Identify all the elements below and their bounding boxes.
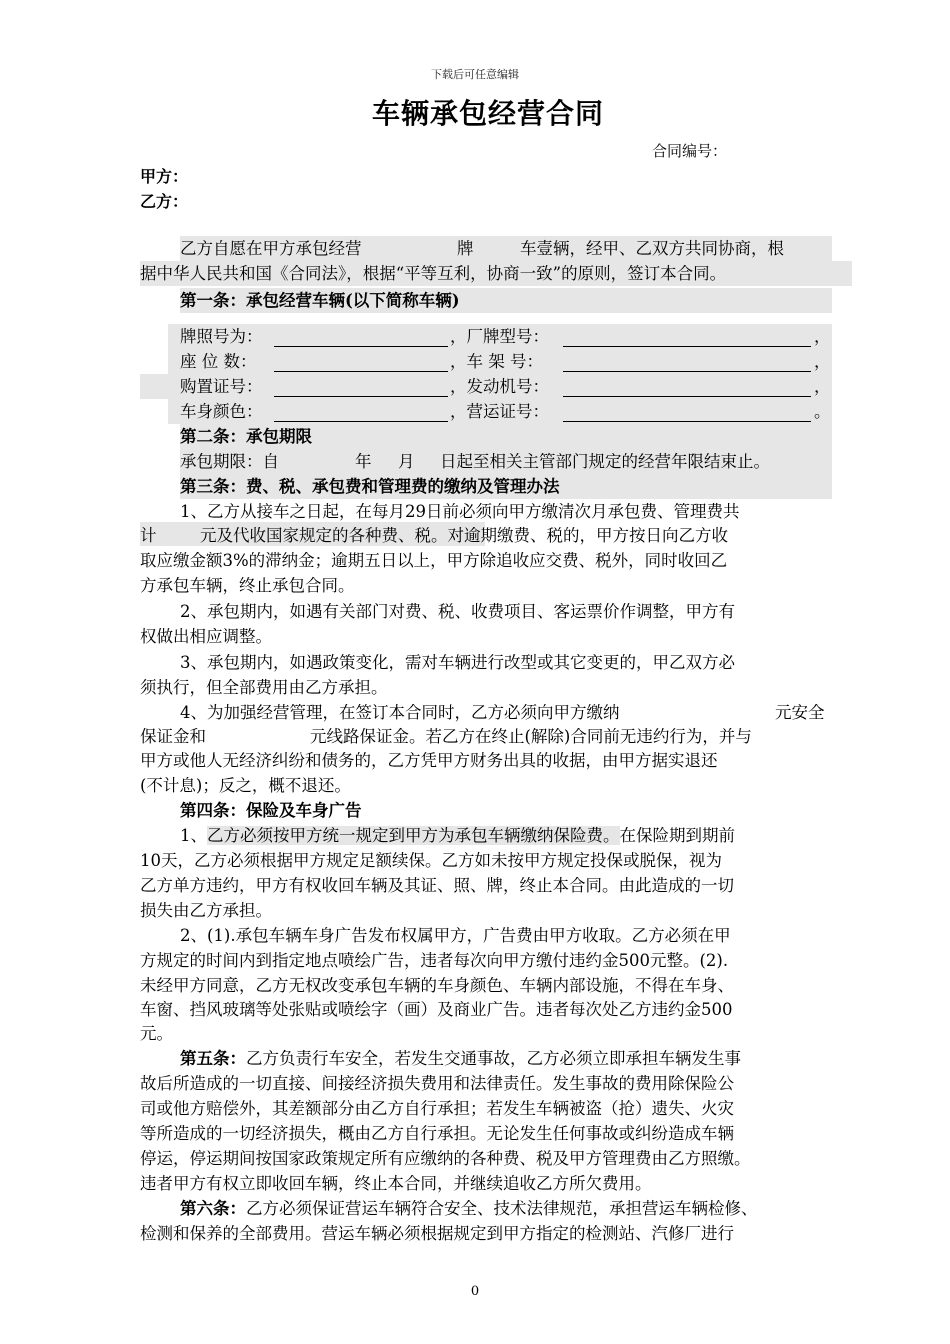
art3-p2-line-1: 2、承包期内，如遇有关部门对费、税、收费项目、客运票价作调整，甲方有 <box>180 602 735 621</box>
art5-line-6: 违者甲方有权立即收回车辆，终止本合同，并继续追收乙方所欠费用。 <box>140 1174 652 1193</box>
art3-p1-line-4: 方承包车辆，终止承包合同。 <box>140 576 355 595</box>
plate-number-label: 牌照号为： <box>180 327 263 346</box>
row-3-end: ， <box>814 377 831 396</box>
article-4-title: 第四条：保险及车身广告 <box>180 801 362 820</box>
art4-p2-line-1: 2、(1).承包车辆车身广告发布权属甲方，广告费由甲方收取。乙方必须在甲 <box>180 926 731 945</box>
art3-p4-line-3: 甲方或他人无经济纠纷和债务的，乙方凭甲方财务出具的收据，由甲方据实退还 <box>140 751 718 770</box>
row-1-end: ， <box>814 327 831 346</box>
engine-number-blank <box>563 396 811 397</box>
art4-p2-line-3: 未经甲方同意，乙方无权改变承包车辆的车身颜色、车辆内部设施，不得在车身、 <box>140 976 734 995</box>
art3-p4-line-4: (不计息)；反之，概不退还。 <box>140 776 351 795</box>
seat-count-blank <box>274 371 448 372</box>
art4-p2-line-5: 元。 <box>140 1024 173 1043</box>
art4-p1-line-2: 10天，乙方必须根据甲方规定足额续保。乙方如未按甲方规定投保或脱保，视为 <box>140 851 722 870</box>
document-title: 车辆承包经营合同 <box>371 97 604 130</box>
operating-permit-blank <box>563 421 811 422</box>
art6-line-1: 第六条：乙方必须保证营运车辆符合安全、技术法律规范，承担营运车辆检修、 <box>180 1199 758 1218</box>
article-6-title: 第六条： <box>180 1199 246 1218</box>
header-note: 下载后可任意编辑 <box>431 68 519 81</box>
art5-line-1: 第五条：乙方负责行车安全，若发生交通事故，乙方必须立即承担车辆发生事 <box>180 1049 741 1068</box>
engine-number-label: ，发动机号： <box>450 377 549 396</box>
contract-number-label: 合同编号： <box>652 142 728 160</box>
art4-p1-line-1: 1、乙方必须按甲方统一规定到甲方为承包车辆缴纳保险费。在保险期到期前 <box>180 826 735 845</box>
body-color-blank <box>274 421 448 422</box>
art3-p3-line-1: 3、承包期内，如遇政策变化，需对车辆进行改型或其它变更的，甲乙双方必 <box>180 653 735 672</box>
intro-line-1-tail: 车壹辆，经甲、乙双方共同协商，根 <box>520 239 784 258</box>
term-label: 承包期限：自 <box>180 452 279 471</box>
art3-p1-line-2b: 元及代收国家规定的各种费、税。对逾期缴费、税的，甲方按日向乙方收 <box>200 526 728 545</box>
art5-line-2: 故后所造成的一切直接、间接经济损失费用和法律责任。发生事故的费用除保险公 <box>140 1074 734 1093</box>
intro-line-2: 据中华人民共和国《合同法》，根据“平等互利，协商一致”的原则，签订本合同。 <box>140 261 852 286</box>
art3-p2-line-2: 权做出相应调整。 <box>140 627 272 646</box>
brand-model-blank <box>563 346 811 347</box>
article-1-title: 第一条：承包经营车辆(以下简称车辆) <box>180 288 832 313</box>
art4-p2-line-2: 方规定的时间内到指定地点喷绘广告，违者每次向甲方缴付违约金500元整。(2). <box>140 951 729 970</box>
art3-p1-line-2a: 计 <box>140 526 157 545</box>
art5-line-4: 等所造成的一切经济损失，概由乙方自行承担。无论发生任何事故或纠纷造成车辆 <box>140 1124 734 1143</box>
frame-number-label: ，车 架 号： <box>450 352 543 371</box>
art3-p1-line-1: 1、乙方从接车之日起，在每月29日前必须向甲方缴清次月承包费、管理费共 <box>180 502 740 521</box>
page-number: 0 <box>470 1284 480 1299</box>
art6-line-2: 检测和保养的全部费用。营运车辆必须根据规定到甲方指定的检测站、汽修厂进行 <box>140 1224 734 1243</box>
intro-line-1: 乙方自愿在甲方承包经营 <box>180 236 832 261</box>
article-2-title: 第二条：承包期限 <box>180 424 832 449</box>
art3-p3-line-2: 须执行，但全部费用由乙方承担。 <box>140 678 388 697</box>
frame-number-blank <box>563 371 811 372</box>
art4-insurance-highlight: 乙方必须按甲方统一规定到甲方为承包车辆缴纳保险费。 <box>207 826 620 845</box>
row-4-end: 。 <box>814 402 831 421</box>
operating-permit-label: ，营运证号： <box>450 402 549 421</box>
intro-plate-label: 牌 <box>457 239 474 258</box>
plate-number-blank <box>274 346 448 347</box>
brand-model-label: ，厂牌型号： <box>450 327 549 346</box>
row-2-end: ， <box>814 352 831 371</box>
art3-p1-line-3: 取应缴金额3%的滞纳金；逾期五日以上，甲方除追收应交费、税外，同时收回乙 <box>140 551 728 570</box>
party-b-label: 乙方： <box>140 192 189 211</box>
term-day-tail: 日起至相关主管部门规定的经营年限结束止。 <box>440 452 770 471</box>
term-year: 年 <box>355 452 372 471</box>
art3-p4-line-1a: 4、为加强经营管理，在签订本合同时，乙方必须向甲方缴纳 <box>180 703 620 722</box>
party-a-label: 甲方： <box>140 167 189 186</box>
art5-line-5: 停运，停运期间按国家政策规定所有应缴纳的各种费、税及甲方管理费由乙方照缴。 <box>140 1149 751 1168</box>
art4-p2-line-4: 车窗、挡风玻璃等处张贴或喷绘字（画）及商业广告。违者每次处乙方违约金500 <box>140 1000 733 1019</box>
art5-line-3: 司或他方赔偿外，其差额部分由乙方自行承担；若发生车辆被盗（抢）遗失、火灾 <box>140 1099 734 1118</box>
body-color-label: 车身颜色： <box>180 402 263 421</box>
art3-p4-line-2a: 保证金和 <box>140 727 206 746</box>
purchase-cert-blank <box>274 396 448 397</box>
art4-p1-line-3: 乙方单方违约，甲方有权收回车辆及其证、照、牌，终止本合同。由此造成的一切 <box>140 876 734 895</box>
term-month: 月 <box>398 452 415 471</box>
art3-p4-line-2b: 元线路保证金。若乙方在终止(解除)合同前无违约行为，并与 <box>310 727 752 746</box>
article-3-title: 第三条：费、税、承包费和管理费的缴纳及管理办法 <box>180 474 832 499</box>
article-5-title: 第五条： <box>180 1049 246 1068</box>
art4-p1-line-4: 损失由乙方承担。 <box>140 901 272 920</box>
seat-count-label: 座 位 数： <box>180 352 257 371</box>
art3-p4-line-1b: 元安全 <box>775 703 825 722</box>
purchase-cert-label: 购置证号： <box>180 377 263 396</box>
